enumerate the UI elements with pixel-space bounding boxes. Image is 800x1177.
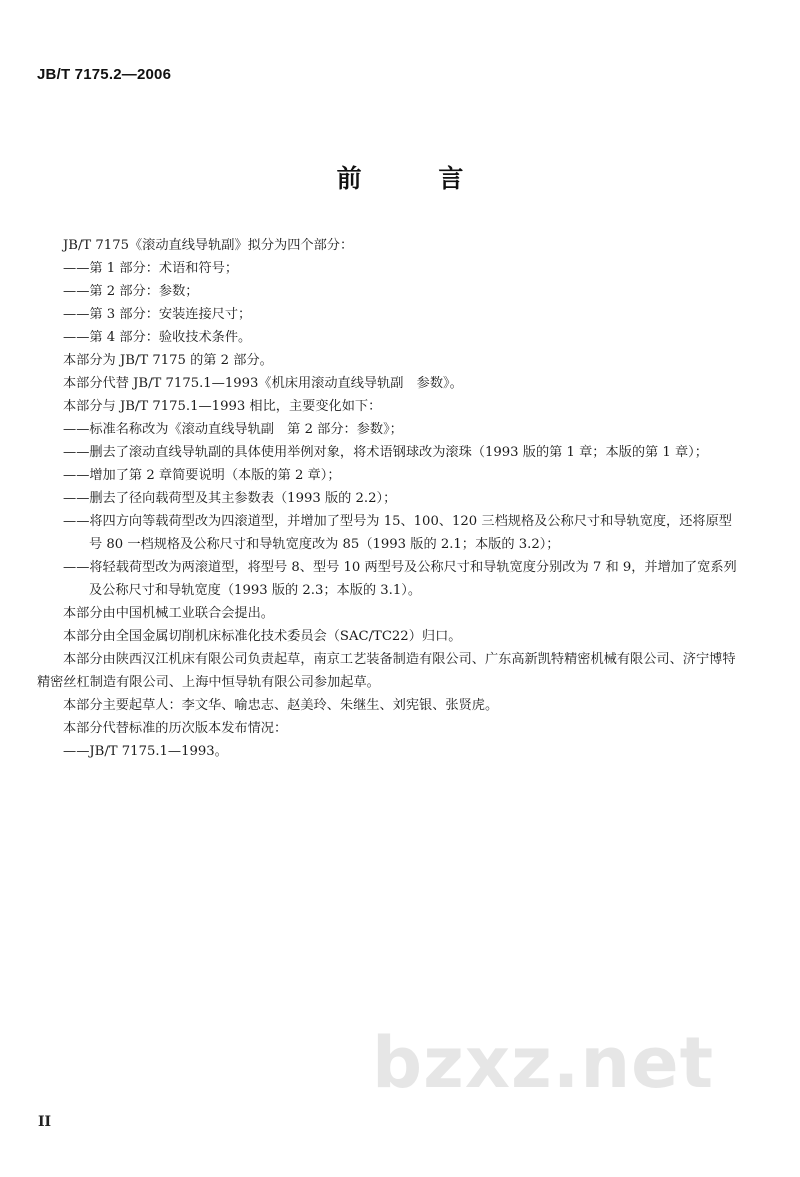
paragraph: 本部分代替标准的历次版本发布情况： (63, 721, 288, 736)
paragraph: 本部分代替 JB/T 7175.1—1993《机床用滚动直线导轨副 参数》。 (63, 376, 463, 391)
list-item: ——第 2 部分：参数； (63, 284, 199, 299)
paragraph: JB/T 7175《滚动直线导轨副》拟分为四个部分： (63, 238, 354, 253)
list-item: ——将四方向等载荷型改为四滚道型，并增加了型号为 15、100、120 三档规格及公称尺寸和导轨宽度，还将原型号 80 一档规格及公称尺寸和导轨宽度改为 85（1993 版的 2.1；本版的 3.2）； (63, 514, 732, 552)
paragraph: 本部分由全国金属切削机床标准化技术委员会（SAC/TC22）归口。 (63, 629, 462, 644)
list-item: ——第 4 部分：验收技术条件。 (63, 330, 252, 345)
site-watermark: bzxz.net (372, 1022, 715, 1104)
paragraph: 本部分由陕西汉江机床有限公司负责起草，南京工艺装备制造有限公司、广东高新凯特精密机械有限公司、济宁博特精密丝杠制造有限公司、上海中恒导轨有限公司参加起草。 (37, 652, 736, 690)
page-number: II (38, 1114, 52, 1130)
paragraph: 本部分与 JB/T 7175.1—1993 相比，主要变化如下： (63, 399, 382, 414)
paragraph: 本部分由中国机械工业联合会提出。 (63, 606, 274, 621)
paragraph: 本部分主要起草人：李文华、喻忠志、赵美玲、朱继生、刘宪银、张贤虎。 (63, 698, 499, 713)
list-item: ——增加了第 2 章简要说明（本版的第 2 章）； (63, 468, 341, 483)
list-item: ——删去了滚动直线导轨副的具体使用举例对象，将术语钢球改为滚珠（1993 版的第 1 章；本版的第 1 章）； (63, 445, 708, 460)
paragraph: 本部分为 JB/T 7175 的第 2 部分。 (63, 353, 273, 368)
standard-code: JB/T 7175.2—2006 (37, 66, 172, 83)
page-title: 前 言 (336, 164, 498, 193)
list-item: ——删去了径向载荷型及其主参数表（1993 版的 2.2）； (63, 491, 397, 506)
list-item: ——第 1 部分：术语和符号； (63, 261, 239, 276)
list-item: ——标准名称改为《滚动直线导轨副 第 2 部分：参数》； (63, 422, 403, 437)
list-item: ——第 3 部分：安装连接尺寸； (63, 307, 252, 322)
list-item: ——将轻载荷型改为两滚道型，将型号 8、型号 10 两型号及公称尺寸和导轨宽度分别改为 7 和 9，并增加了宽系列及公称尺寸和导轨宽度（1993 版的 2.3；本版的 3.1）。 (63, 560, 737, 598)
preface-body (37, 234, 737, 763)
list-item: ——JB/T 7175.1—1993。 (63, 744, 228, 759)
